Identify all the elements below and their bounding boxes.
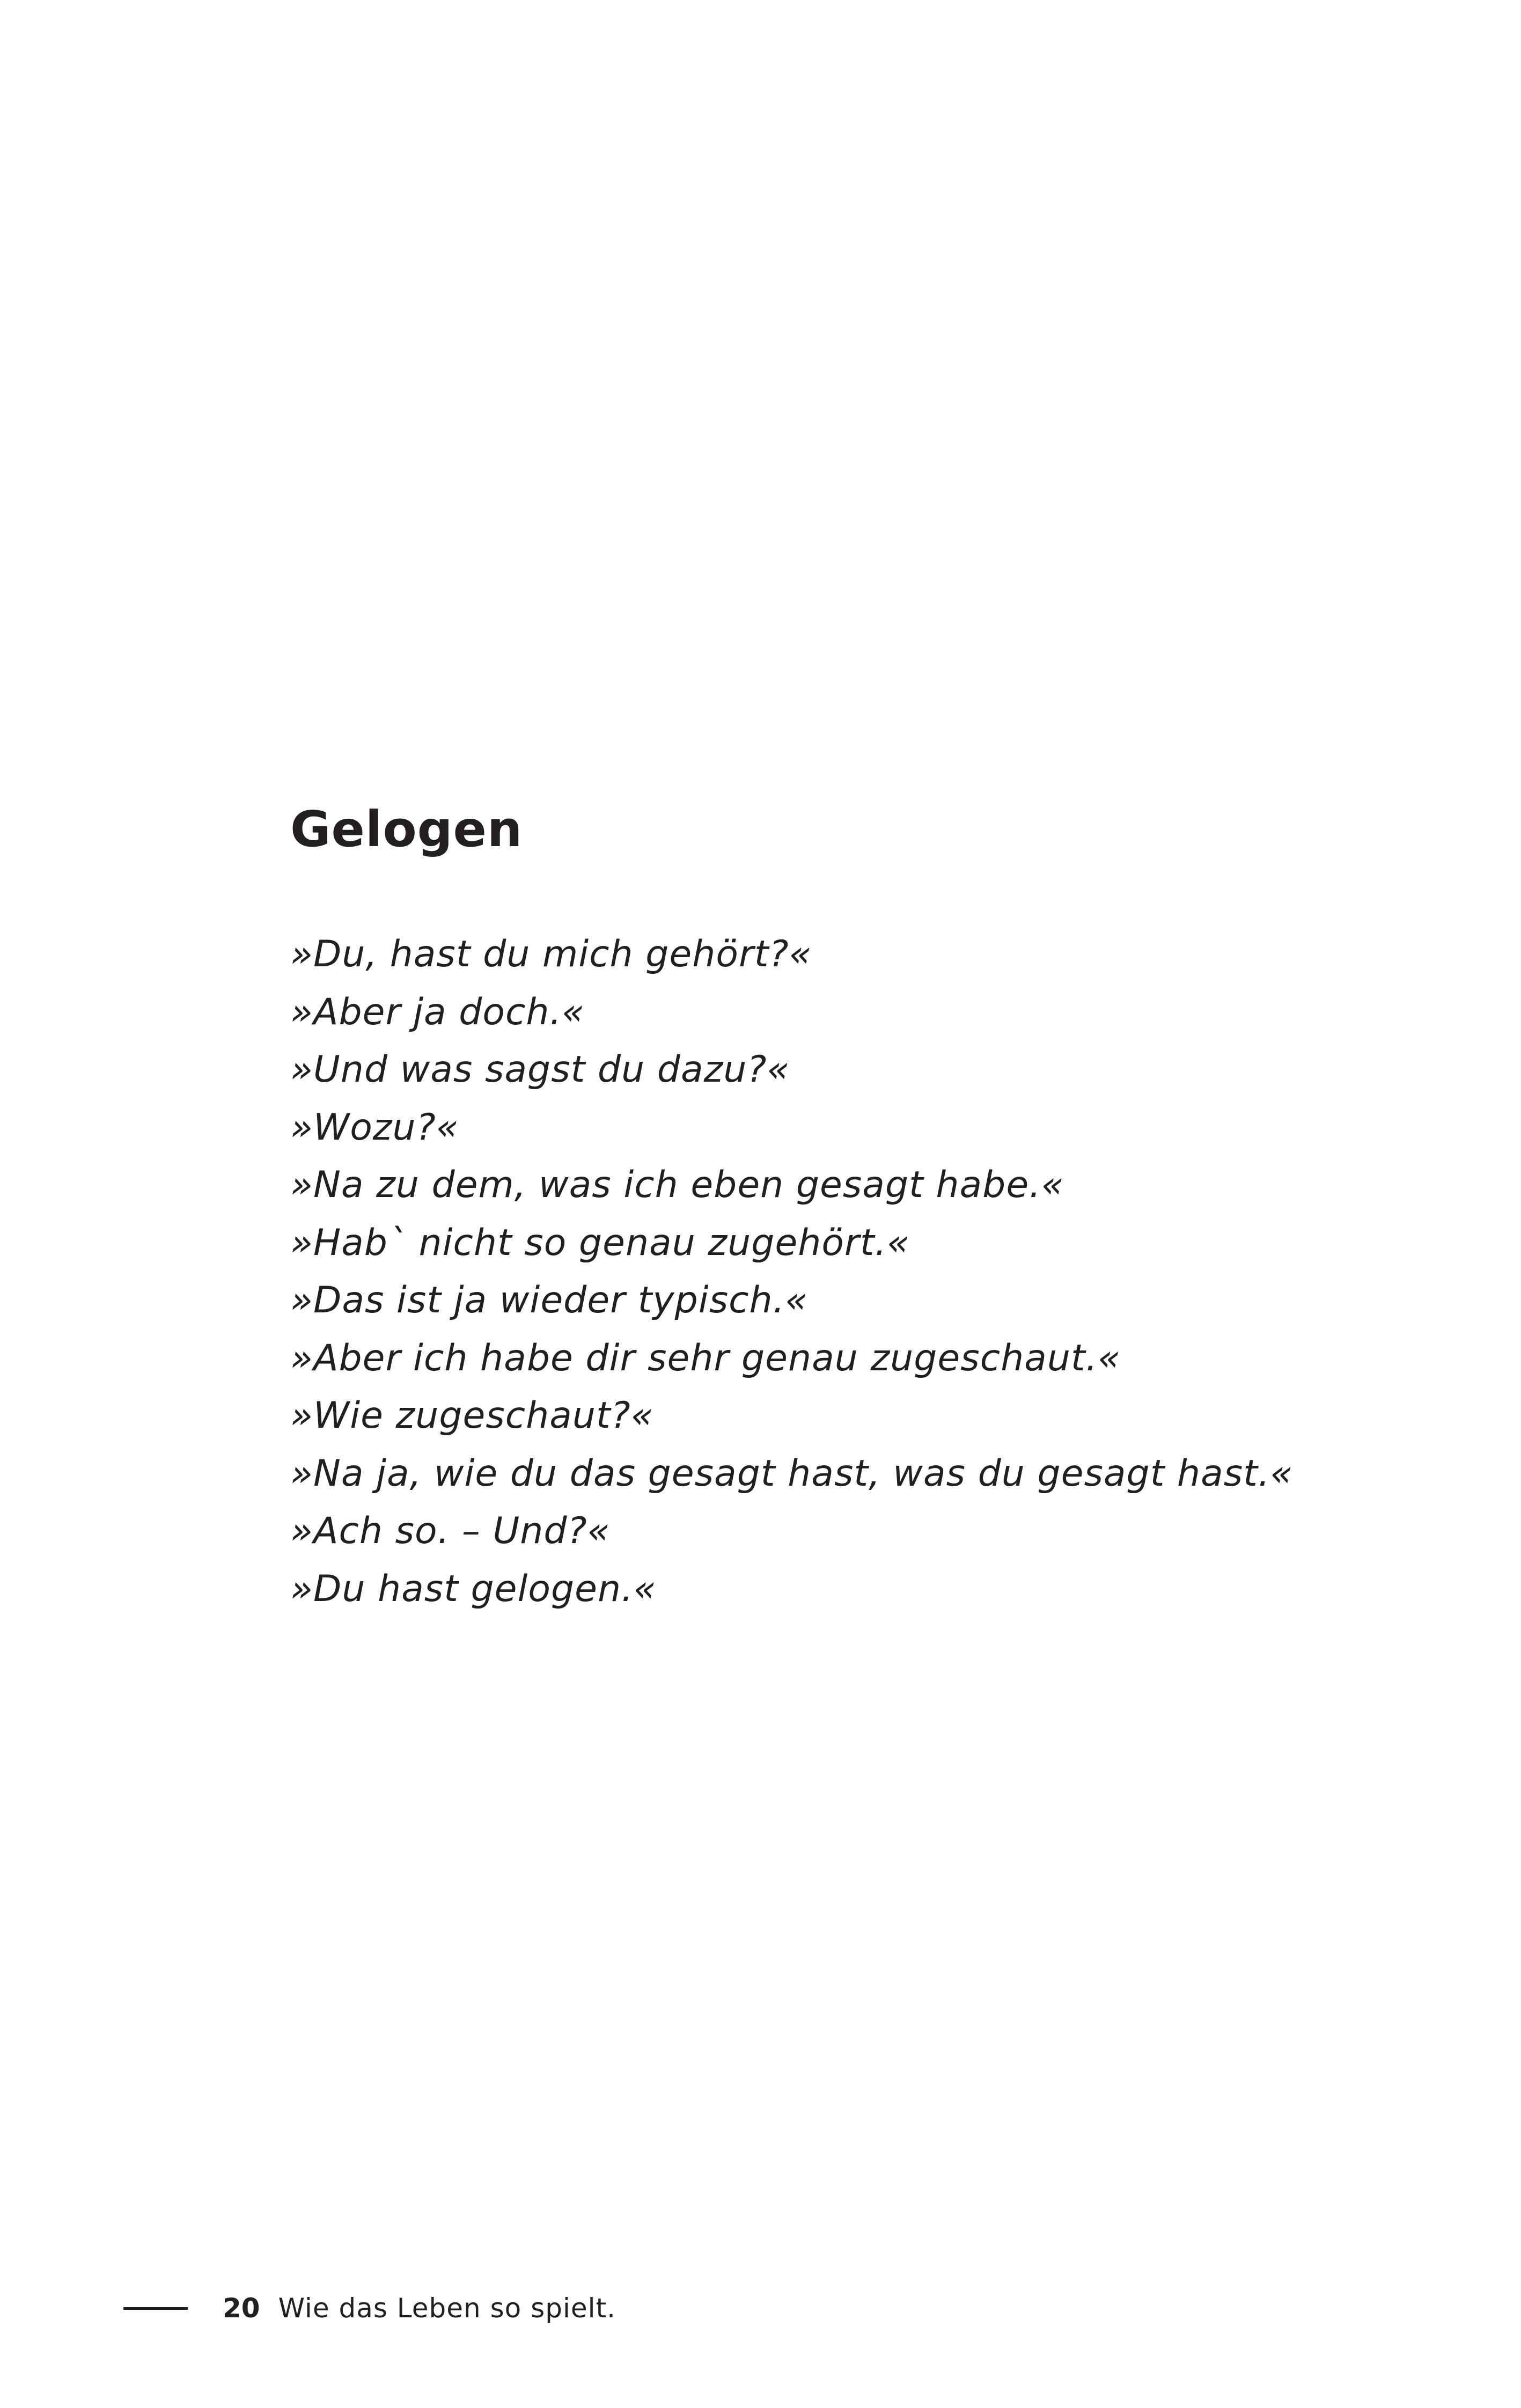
chapter-title: Gelogen [290, 801, 523, 858]
dialogue-line: »Und was sagst du dazu?« [290, 1048, 790, 1091]
dialogue-line: »Hab` nicht so genau zugehört.« [290, 1221, 910, 1264]
page-number: 20 [223, 2293, 260, 2324]
dialogue-line: »Aber ja doch.« [290, 990, 585, 1033]
chapter-content [290, 801, 1363, 1610]
dialogue-line: »Das ist ja wieder typisch.« [290, 1279, 809, 1322]
dialogue-line: »Na ja, wie du das gesagt hast, was du gesagt hast.« [290, 1452, 1294, 1495]
dialogue-line: »Na zu dem, was ich eben gesagt habe.« [290, 1164, 1064, 1206]
dialogue-line: »Aber ich habe dir sehr genau zugeschaut.« [290, 1337, 1121, 1379]
dialogue-list [290, 926, 1363, 1618]
dialogue-line: »Wozu?« [290, 1106, 459, 1149]
dialogue-line: »Du, hast du mich gehört?« [290, 933, 812, 975]
dialogue-line: »Wie zugeschaut?« [290, 1394, 654, 1437]
footer-rule [123, 2307, 188, 2310]
dialogue-line: »Du hast gelogen.« [290, 1567, 657, 1610]
dialogue-line: »Ach so. – Und?« [290, 1510, 611, 1552]
running-title: Wie das Leben so spielt. [278, 2293, 616, 2324]
page-footer [123, 2287, 616, 2330]
